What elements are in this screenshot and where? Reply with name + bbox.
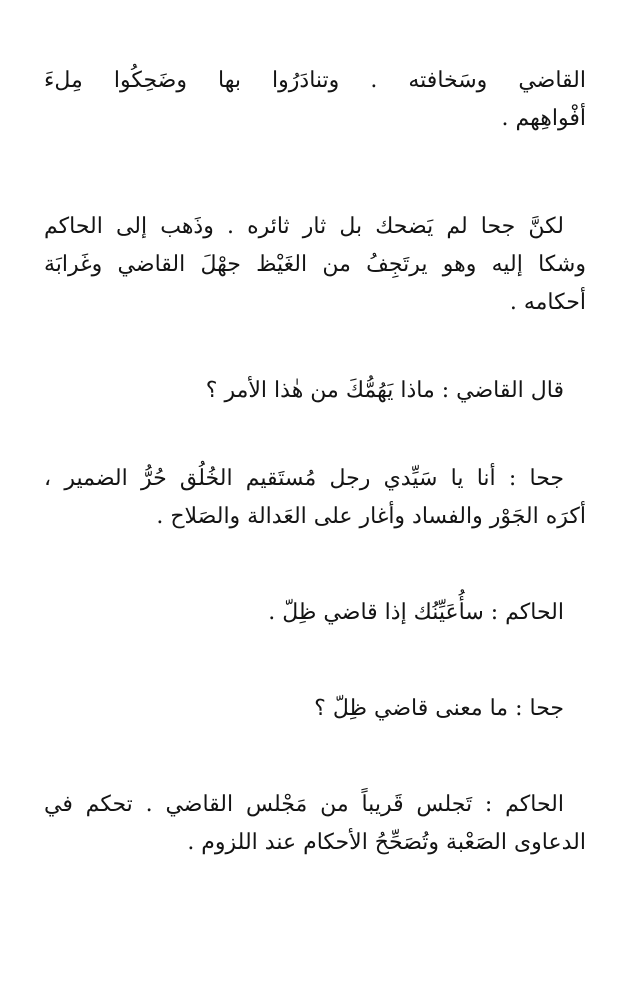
text-line: الحاكم : سأُعَيِّنُك إذا قاضي ظِلّ .	[268, 600, 564, 625]
text-line: أحكامه .	[509, 290, 586, 315]
paragraph-6	[44, 690, 586, 728]
paragraph-4	[44, 460, 586, 536]
text-line: لكنَّ جحا لم يَضحك بل ثار ثائره . وذَهب إلى الحاكم	[44, 214, 564, 239]
text-line: وشكا إليه وهو يرتَجِفُ من الغَيْظ جهْلَ القاضي وغَرابَة	[44, 252, 586, 277]
text-line: أكرَه الجَوْر والفساد وأغار على العَدالة والصَلاح .	[156, 504, 586, 529]
paragraph-1	[44, 62, 586, 138]
text-line: القاضي وسَخافته . وتنادَرُوا بها وضَحِكُوا مِلءَ	[44, 68, 586, 93]
text-line: قال القاضي : ماذا يَهُمُّكَ من هٰذا الأمر ؟	[205, 378, 564, 403]
text-line: جحا : ما معنى قاضي ظِلّ ؟	[314, 696, 564, 721]
paragraph-5	[44, 594, 586, 632]
paragraph-2	[44, 208, 586, 322]
text-line: الدعاوى الصَعْبة وتُصَحِّحُ الأحكام عند اللزوم .	[187, 830, 586, 855]
text-line: أفْواهِهم .	[501, 106, 586, 131]
text-line: جحا : أنا يا سَيِّدي رجل مُستَقيم الخُلُق حُرُّ الضمير ،	[44, 466, 564, 491]
paragraph-7	[44, 786, 586, 862]
text-line: الحاكم : تَجلس قَريباً من مَجْلس القاضي . تحكم في	[44, 792, 564, 817]
paragraph-3	[44, 372, 586, 410]
